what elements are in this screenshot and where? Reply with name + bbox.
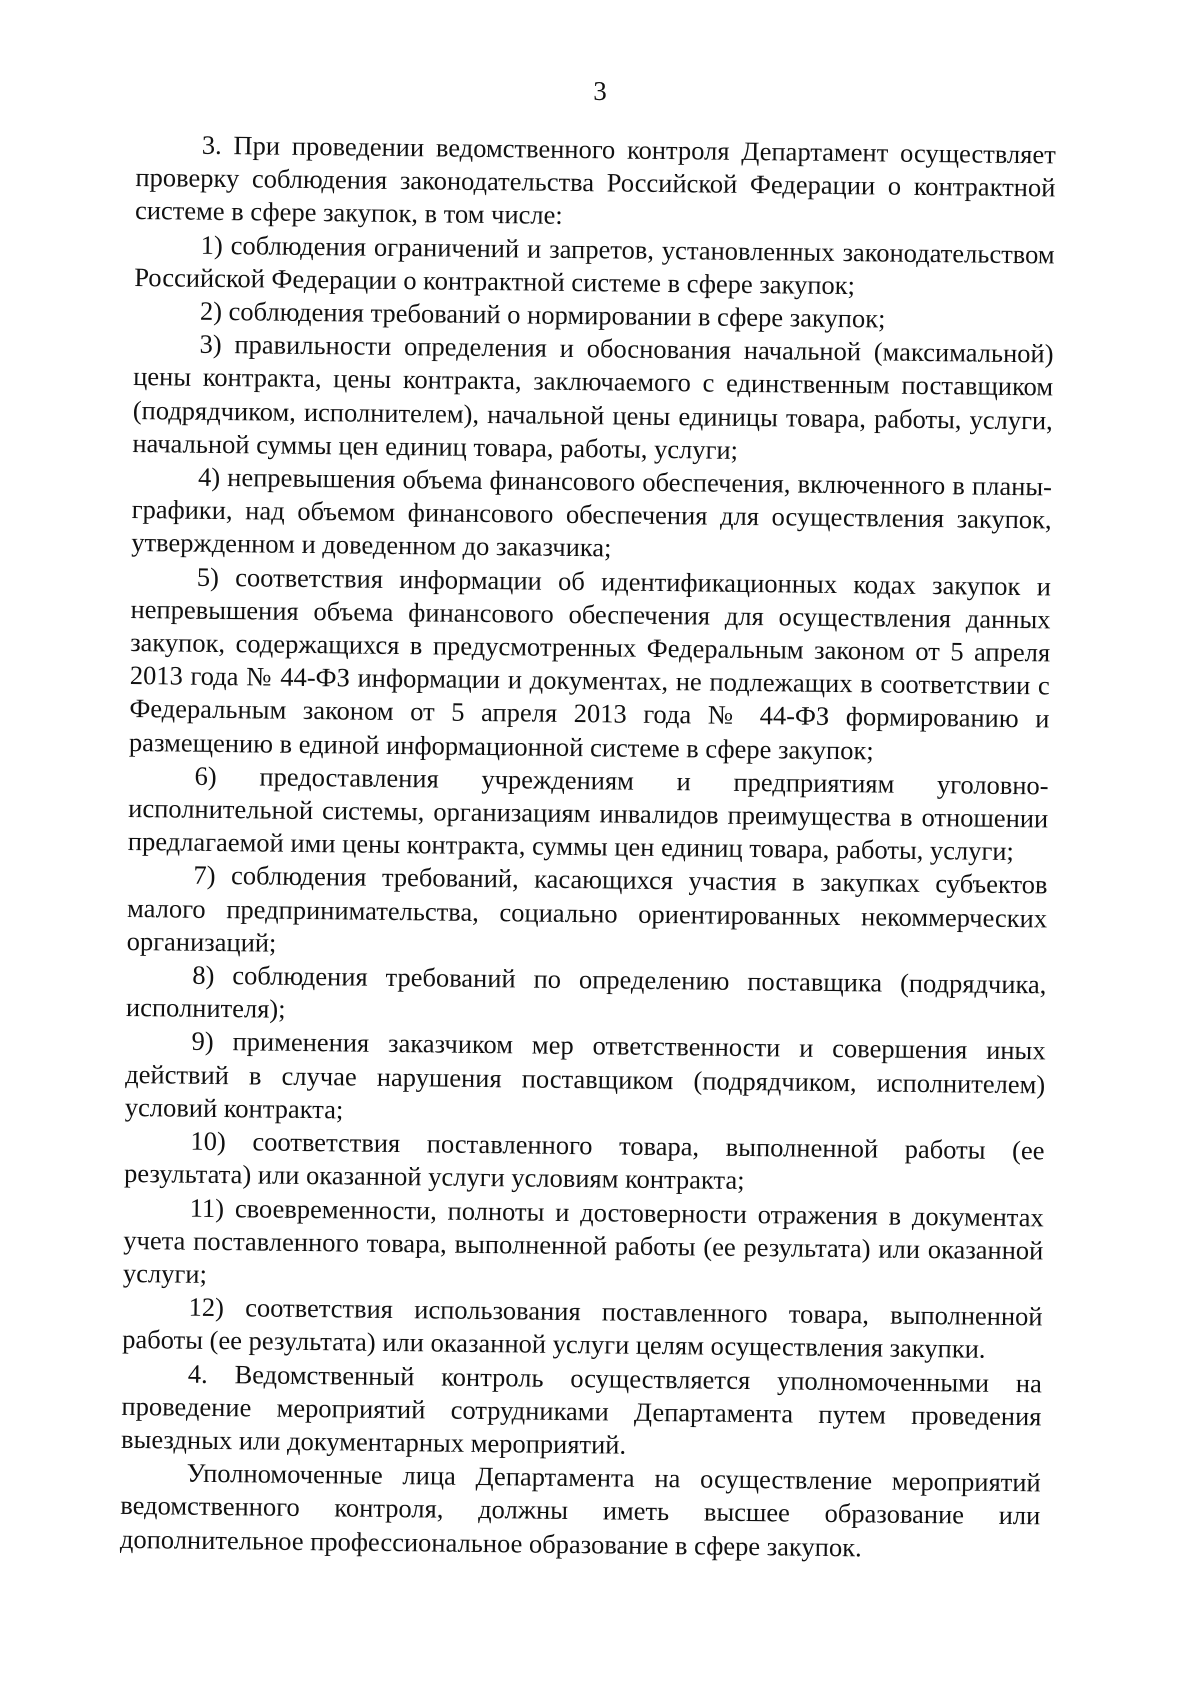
- paragraph-clause-4: 4. Ведомственный контроль осуществляется уполномоченными на проведение мероприятий сотрудниками Департамента путем проведения выездных или документарных мероприятий.: [120, 1358, 1042, 1460]
- paragraph-item-8: 8) соблюдения требований по определению поставщика (подрядчика, исполнителя);: [125, 959, 1047, 1025]
- page-number: 3: [593, 76, 607, 106]
- paragraph-item-10: 10) соответствия поставленного товара, выполненной работы (ее результата) или оказанной услуги условиям контракта;: [123, 1125, 1045, 1196]
- paragraph-item-3: 3) правильности определения и обоснования начальной (максимальной) цены контракта, цены контракта, заключаемого с единственным поставщиком (подрядчиком, исполнителем), начальной цены единицы товара, работы, услуги, начальной суммы цен единиц товара, работы, услуги;: [132, 328, 1054, 465]
- paragraph-item-1: 1) соблюдения ограничений и запретов, установленных законодательством Российской Федерации о контрактной системе в сфере закупок;: [134, 229, 1055, 300]
- paragraph-item-11: 11) своевременности, полноты и достоверности отражения в документах учета поставленного товара, выполненной работы (ее результата) или оказанной услуги;: [122, 1192, 1044, 1289]
- paragraph-item-12: 12) соответствия использования поставленного товара, выполненной работы (ее результата) или оказанной услуги целям осуществления закупки.: [122, 1291, 1043, 1365]
- document-body: [120, 128, 1056, 1566]
- paragraph-item-9: 9) применения заказчиком мер ответственности и совершения иных действий в случае нарушения поставщиком (подрядчиком, исполнителем) условий контракта;: [124, 1026, 1046, 1125]
- paragraph-item-2: 2) соблюдения требований о нормировании в сфере закупок;: [199, 295, 886, 334]
- paragraph-authorized-persons: Уполномоченные лица Департамента на осуществление мероприятий ведомственного контроля, должны иметь высшее образование или дополнительное профессиональное образование в сфере закупок.: [119, 1457, 1041, 1562]
- paragraph-clause-3: 3. При проведении ведомственного контроля Департамент осуществляет проверку соблюдения законодательства Российской Федерации о контрактной системе в сфере закупок, в том числе:: [134, 129, 1056, 231]
- paragraph-item-6: 6) предоставления учреждениям и предприятиям уголовно-исполнительной системы, организациям инвалидов преимущества в отношении предлагаемой ими цены контракта, суммы цен единиц товара, работы, услуги;: [127, 760, 1049, 867]
- paragraph-item-5: 5) соответствия информации об идентификационных кодах закупок и непревышения объема финансового обеспечения для осуществления данных закупок, содержащихся в предусмотренных Федеральным законом от 5 апреля 2013 года № 44-ФЗ информации и документах, не подлежащих в соответствии с Федеральным законом от 5 апреля 2013 года № 44-ФЗ формированию и размещению в единой информационной системе в сфере закупок;: [128, 561, 1052, 766]
- paragraph-item-7: 7) соблюдения требований, касающихся участия в закупках субъектов малого предпринимательства, социально ориентированных некоммерческих организаций;: [126, 860, 1048, 958]
- paragraph-item-4: 4) непревышения объема финансового обеспечения, включенного в планы-графики, над объемом финансового обеспечения для осуществления закупок, утвержденном и доведенном до заказчика;: [131, 461, 1053, 563]
